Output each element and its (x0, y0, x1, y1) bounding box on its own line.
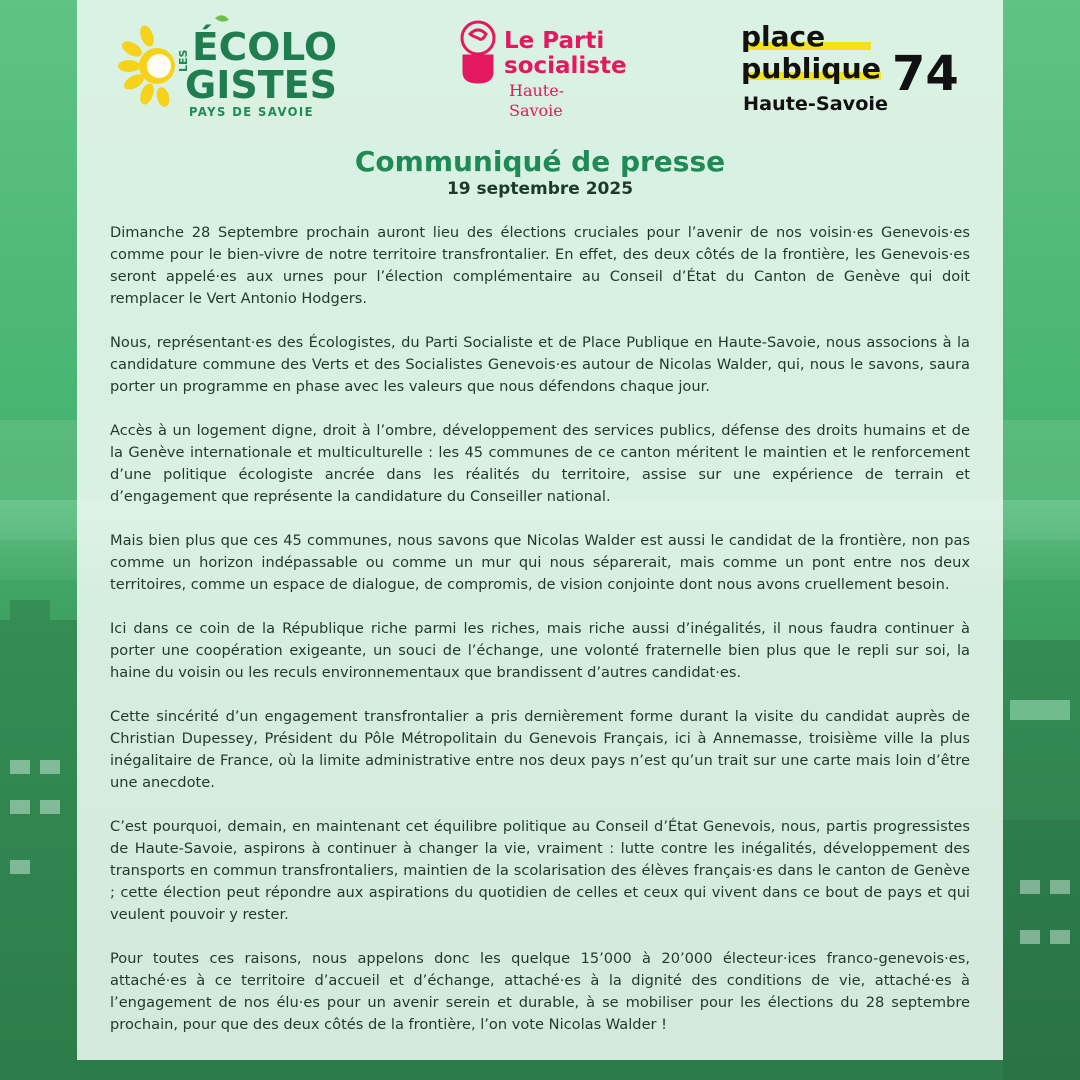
pp-line2: publique (741, 52, 881, 85)
place-publique-logo (737, 18, 967, 118)
page-title: Communiqué de presse (354, 145, 726, 178)
ps-line2: socialiste (504, 53, 627, 79)
paragraph: Ici dans ce coin de la République riche parmi les riches, mais riche aussi d’inégalités, il nous faudra continuer à porter une coopération exigeante, un souci de l’échange, une volonté fraternelle bien plus que le repli sur soi, la haine du voisin ou les reculs environnementaux que brandissent d’autres candidat·es. (110, 620, 970, 681)
parti-socialiste-logo (452, 18, 642, 122)
logo-row (77, 0, 1003, 130)
paragraph: Cette sincérité d’un engagement transfrontalier a pris dernièrement forme durant la visite du candidat auprès de Christian Dupessey, Président du Pôle Métropolitain du Genevois Français, ici à Annemasse, troisième ville la plus inégalitaire de France, où la limite administrative entre nos deux pays n’est qu’un trait sur une carte mais loin d’être une anecdote. (110, 708, 970, 791)
ecologistes-logo (117, 14, 342, 124)
press-release-panel (77, 0, 1003, 1060)
sunflower-icon (118, 24, 175, 109)
release-date: 19 septembre 2025 (446, 179, 634, 199)
ps-region-line2: Savoie (509, 101, 563, 120)
ps-line1: Le Parti (504, 28, 605, 54)
pp-region: Haute-Savoie (743, 93, 888, 115)
eco-les: LES (177, 49, 190, 72)
paragraph: Accès à un logement digne, droit à l’ombre, développement des services publics, défense des droits humains et de la Genève internationale et multiculturelle : les 45 communes de ce canton méritent le maintien et le renforcement d’une politique écologiste ancrée dans les réalités du territoire, assise sur une expérience de terrain et d’engagement que représente la candidature du Conseiller national. (110, 422, 970, 505)
press-release-body (110, 222, 970, 1036)
heading (77, 146, 1003, 200)
pp-number: 74 (892, 46, 959, 102)
eco-line2: GISTES (185, 63, 337, 107)
eco-subtitle: PAYS DE SAVOIE (189, 105, 314, 119)
leaf-icon (215, 15, 229, 21)
pp-line1: place (741, 20, 826, 53)
paragraph: Nous, représentant·es des Écologistes, du Parti Socialiste et de Place Publique en Haute-Savoie, nous associons à la candidature commune des Verts et des Socialistes Genevois·es autour de Nicolas Walder, qui, nous le savons, saura porter un programme en phase avec les valeurs que nous défendons chaque jour. (110, 334, 970, 395)
paragraph: C’est pourquoi, demain, en maintenant cet équilibre politique au Conseil d’État Genevois, nous, partis progressistes de Haute-Savoie, aspirons à continuer à changer la vie, vraiment : lutte contre les inégalités, développement des transports en commun transfrontaliers, maintien de la scolarisation des élèves français·es dans le canton de Genève ; cette élection peut répondre aux aspirations du quotidien de celles et ceux qui vivent dans ce bout de pays et qui veulent pouvoir y rester. (110, 818, 970, 923)
rose-fist-icon (462, 22, 494, 82)
paragraph: Dimanche 28 Septembre prochain auront lieu des élections cruciales pour l’avenir de nos voisin·es Genevois·es comme pour le bien-vivre de notre territoire transfrontalier. En effet, des deux côtés de la frontière, les Genevois·es seront appelé·es aux urnes pour l’élection complémentaire au Conseil d’État du Canton de Genève qui doit remplacer le Vert Antonio Hodgers. (110, 224, 970, 307)
paragraph: Pour toutes ces raisons, nous appelons donc les quelque 15’000 à 20’000 électeur·ices franco-genevois·es, attaché·es à ce territoire d’accueil et d’échange, attaché·es à la dignité des conditions de vie, attaché·es à l’engagement de nos élu·es pour un avenir serein et durable, à se mobiliser pour les élections du 28 septembre prochain, pour que des deux côtés de la frontière, l’on vote Nicolas Walder ! (110, 950, 970, 1033)
paragraph: Mais bien plus que ces 45 communes, nous savons que Nicolas Walder est aussi le candidat de la frontière, non pas comme un horizon indépassable ou comme un mur qui nous séparerait, mais comme un pont entre nos deux territoires, comme un espace de dialogue, de compromis, de vision conjointe dont nous avons cruellement besoin. (110, 532, 970, 593)
eco-line1: ÉCOLO (192, 25, 337, 69)
ps-region-line1: Haute- (509, 81, 565, 100)
